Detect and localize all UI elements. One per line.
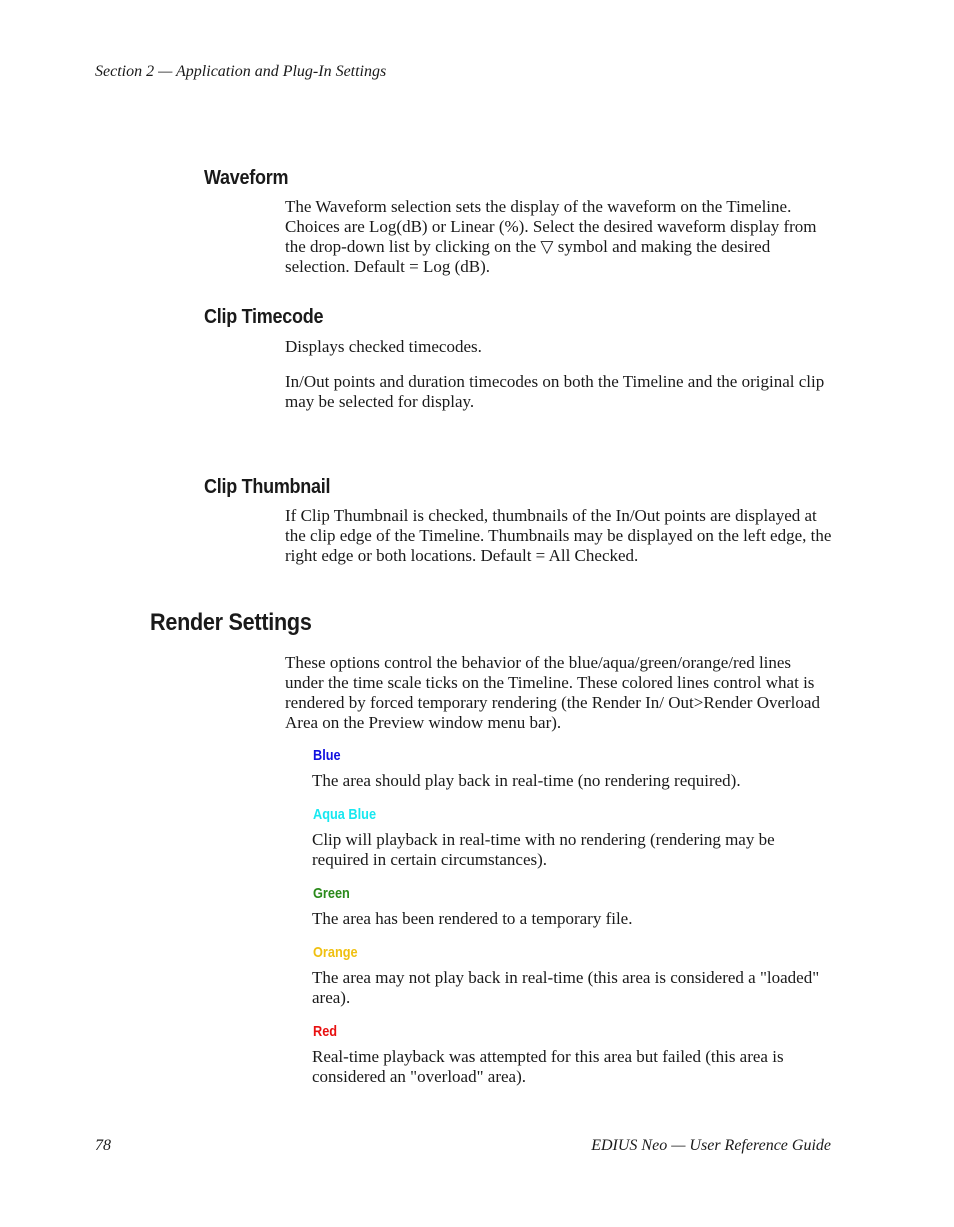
render-color-label-blue: Blue bbox=[313, 747, 341, 764]
render-color-desc-blue: The area should play back in real-time (no rendering required). bbox=[312, 771, 741, 790]
render-color-label-orange: Orange bbox=[313, 944, 358, 961]
render-color-desc-aqua-blue: Clip will playback in real-time with no rendering (rendering may be required in certain circumstances). bbox=[312, 830, 775, 869]
render-settings-heading: Render Settings bbox=[150, 609, 312, 636]
page-number: 78 bbox=[95, 1137, 111, 1154]
clip-timecode-body-2: In/Out points and duration timecodes on both the Timeline and the original clip may be selected for display. bbox=[285, 372, 825, 411]
render-color-desc-red: Real-time playback was attempted for this area but failed (this area is considered an "overload" area). bbox=[312, 1047, 784, 1086]
clip-timecode-heading: Clip Timecode bbox=[204, 306, 324, 328]
clip-thumbnail-body: If Clip Thumbnail is checked, thumbnails of the In/Out points are displayed at the clip edge of the Timeline. Thumbnails may be displayed on the left edge, the right edge or both locations. Default = All Checked. bbox=[285, 506, 832, 565]
waveform-body: The Waveform selection sets the display of the waveform on the Timeline. Choices are Log(dB) or Linear (%). Select the desired waveform display from the drop-down list by clicking on the ▽ symbol and making the desired selection. Default = Log (dB). bbox=[285, 197, 817, 276]
waveform-heading: Waveform bbox=[204, 167, 289, 189]
book-title: EDIUS Neo — User Reference Guide bbox=[591, 1137, 831, 1154]
running-head: Section 2 — Application and Plug-In Settings bbox=[95, 63, 387, 80]
clip-timecode-body-1: Displays checked timecodes. bbox=[285, 337, 482, 356]
render-color-desc-orange: The area may not play back in real-time (this area is considered a "loaded" area). bbox=[312, 968, 820, 1007]
render-color-label-green: Green bbox=[313, 885, 350, 902]
clip-thumbnail-heading: Clip Thumbnail bbox=[204, 476, 331, 498]
render-color-desc-green: The area has been rendered to a temporary file. bbox=[312, 909, 633, 928]
render-color-label-red: Red bbox=[313, 1023, 338, 1040]
render-color-label-aqua-blue: Aqua Blue bbox=[313, 806, 377, 823]
render-settings-intro: These options control the behavior of the blue/aqua/green/orange/red lines under the time scale ticks on the Timeline. These colored lines control what is rendered by forced temporary rendering (the Render In/ Out>Render Overload Area on the Preview window menu bar). bbox=[285, 653, 820, 732]
